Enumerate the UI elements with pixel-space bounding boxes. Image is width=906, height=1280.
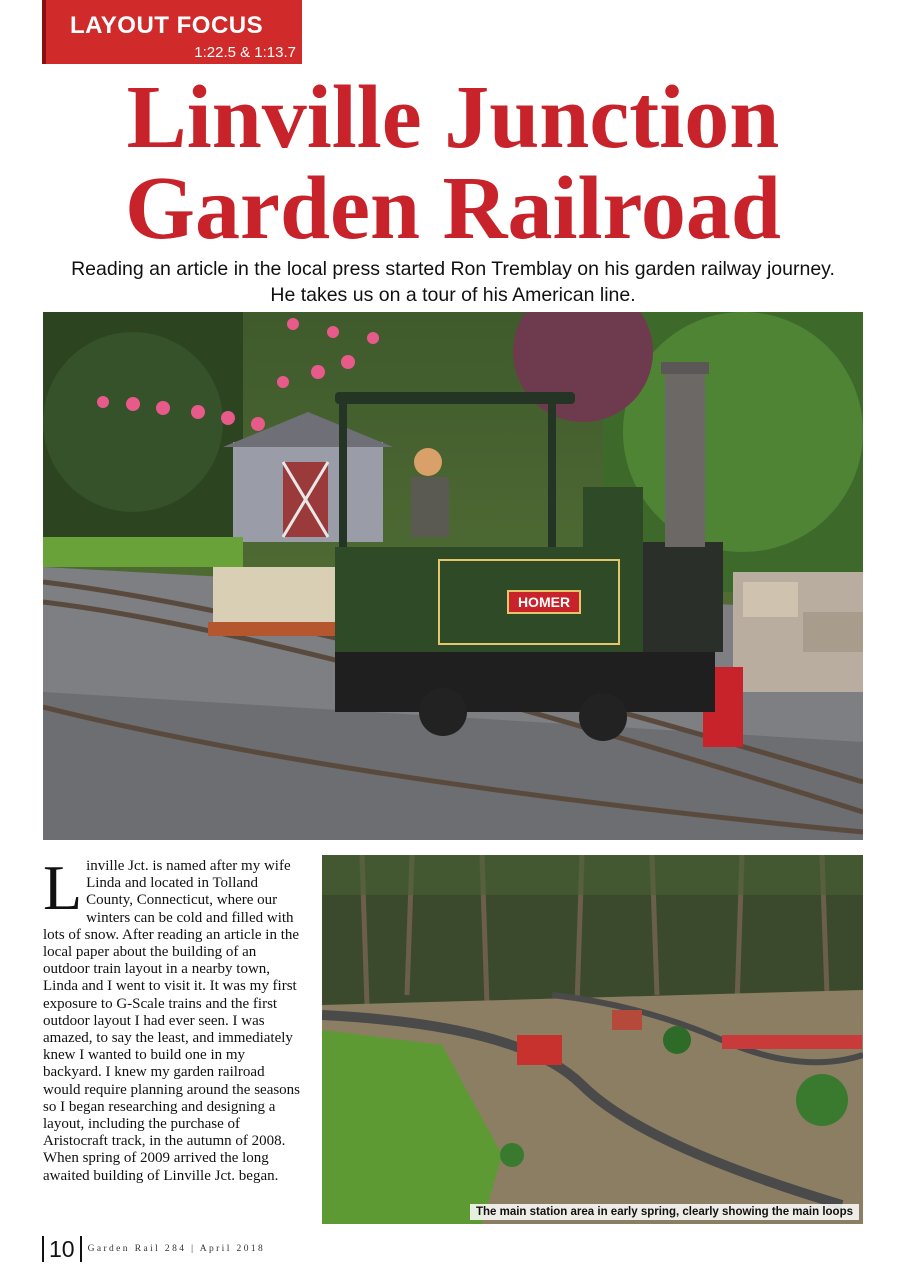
hero-photo-locomotive xyxy=(43,312,863,840)
locomotive-nameplate: HOMER xyxy=(517,594,571,610)
page-footer xyxy=(42,1236,265,1262)
station-photo xyxy=(322,855,863,1224)
section-tab xyxy=(42,0,302,64)
locomotive-illustration xyxy=(43,312,863,840)
body-paragraph: inville Jct. is named after my wife Linda and located in Tolland County, Connecticut, where our winters can be cold and filled with lots of snow. After reading an article in the local paper about the building of an outdoor train layout in a nearby town, Linda and I went to visit it. It was my first exposure to G-Scale trains and the first outdoor layout I had ever seen. I was amazed, to say the least, and immediately knew I wanted to build one in my backyard. I knew my garden railroad would require planning around the seasons so I began researching and designing a layout, including the purchase of Aristocraft track, in the autumn of 2008. When spring of 2009 arrived the long awaited building of Linville Jct. began. xyxy=(43,858,301,1184)
standfirst-line-2: He takes us on a tour of his American line. xyxy=(270,284,636,306)
footer-divider xyxy=(42,1236,44,1262)
footer-divider xyxy=(80,1236,82,1262)
article-body xyxy=(43,852,305,1185)
drop-cap: L xyxy=(43,852,83,923)
standfirst xyxy=(40,256,866,308)
garden-layout-illustration xyxy=(322,855,863,1224)
article-title-line-2: Garden Railroad xyxy=(125,159,781,258)
scale-label: 1:22.5 & 1:13.7 xyxy=(194,44,296,61)
photo-caption: The main station area in early spring, clearly showing the main loops xyxy=(470,1204,859,1220)
article-title-line-1: Linville Junction xyxy=(126,68,780,167)
page-number: 10 xyxy=(49,1235,75,1262)
publication-info: Garden Rail 284 | April 2018 xyxy=(87,1244,266,1254)
section-label: LAYOUT FOCUS xyxy=(70,12,264,39)
standfirst-line-1: Reading an article in the local press started Ron Tremblay on his garden railway journey. xyxy=(71,258,835,280)
